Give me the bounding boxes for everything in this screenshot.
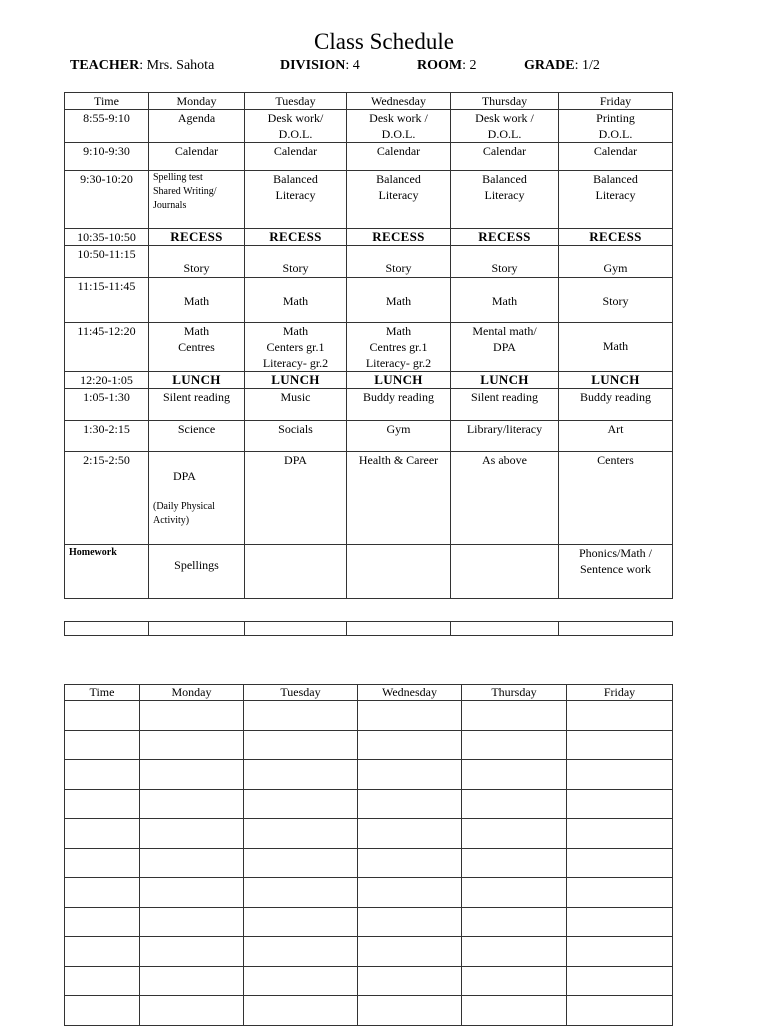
- header-cell: Monday: [149, 93, 245, 110]
- blank-cell: [140, 907, 244, 937]
- blank-cell: [65, 730, 140, 760]
- room-value: : 2: [462, 58, 477, 73]
- schedule-cell: Buddy reading: [559, 389, 673, 421]
- blank-cell: [567, 819, 673, 849]
- blank-cell: [140, 730, 244, 760]
- header-cell: Time: [65, 685, 140, 701]
- blank-cell: [244, 789, 358, 819]
- table-row: [65, 848, 673, 878]
- table-row: [65, 229, 673, 246]
- blank-cell: [244, 848, 358, 878]
- blank-cell: [358, 848, 462, 878]
- table-row: [65, 730, 673, 760]
- schedule-cell: Calendar: [149, 143, 245, 171]
- schedule-cell: Gym: [347, 421, 451, 452]
- schedule-cell: Centers: [559, 452, 673, 545]
- schedule-cell: Story: [245, 246, 347, 278]
- blank-cell: [567, 937, 673, 967]
- recess-cell: RECESS: [245, 229, 347, 246]
- lunch-cell: LUNCH: [245, 372, 347, 389]
- schedule-cell: Spelling test Shared Writing/ Journals: [149, 171, 245, 229]
- blank-cell: [65, 878, 140, 908]
- table-row: [65, 389, 673, 421]
- table-row: [65, 171, 673, 229]
- blank-cell: [559, 622, 673, 636]
- blank-cell: [140, 966, 244, 996]
- schedule-cell: Mental math/ DPA: [451, 323, 559, 372]
- blank-cell: [140, 819, 244, 849]
- time-cell: 9:30-10:20: [65, 171, 149, 229]
- schedule-cell: Calendar: [559, 143, 673, 171]
- blank-cell: [358, 996, 462, 1026]
- table-row: [65, 452, 673, 545]
- table-row: [65, 966, 673, 996]
- blank-cell: [140, 996, 244, 1026]
- schedule-cell: Balanced Literacy: [245, 171, 347, 229]
- blank-cell: [462, 996, 567, 1026]
- time-cell: 10:35-10:50: [65, 229, 149, 246]
- blank-cell: [65, 848, 140, 878]
- schedule-cell: Math: [347, 278, 451, 323]
- blank-cell: [462, 701, 567, 731]
- header-cell: Tuesday: [244, 685, 358, 701]
- table-row: [65, 110, 673, 143]
- blank-cell: [567, 730, 673, 760]
- teacher-label: TEACHER: [70, 58, 140, 73]
- schedule-cell: Desk work / D.O.L.: [347, 110, 451, 143]
- blank-cell: [567, 848, 673, 878]
- blank-cell: [65, 622, 149, 636]
- schedule-cell: Spellings: [149, 545, 245, 599]
- blank-cell: [140, 848, 244, 878]
- blank-cell: [244, 907, 358, 937]
- table-row: [65, 789, 673, 819]
- blank-cell: [567, 996, 673, 1026]
- time-cell: 9:10-9:30: [65, 143, 149, 171]
- lunch-cell: LUNCH: [347, 372, 451, 389]
- division-label: DIVISION: [280, 58, 346, 73]
- grade-label: GRADE: [524, 58, 575, 73]
- time-cell: 1:05-1:30: [65, 389, 149, 421]
- schedule-cell: Library/literacy: [451, 421, 559, 452]
- blank-cell: [358, 878, 462, 908]
- time-cell: 10:50-11:15: [65, 246, 149, 278]
- grade-field: [524, 57, 600, 75]
- blank-cell: [347, 622, 451, 636]
- schedule-cell: Desk work / D.O.L.: [451, 110, 559, 143]
- schedule-cell: Math: [451, 278, 559, 323]
- schedule-cell: Science: [149, 421, 245, 452]
- schedule-cell: Story: [347, 246, 451, 278]
- schedule-cell: Phonics/Math / Sentence work: [559, 545, 673, 599]
- blank-cell: [462, 789, 567, 819]
- schedule-cell: Art: [559, 421, 673, 452]
- division-value: : 4: [345, 58, 360, 73]
- blank-cell: [358, 760, 462, 790]
- table-row: [65, 323, 673, 372]
- schedule-cell: [451, 545, 559, 599]
- table-row: [65, 421, 673, 452]
- blank-cell: [244, 730, 358, 760]
- schedule-cell: Socials: [245, 421, 347, 452]
- blank-cell: [65, 789, 140, 819]
- blank-cell: [140, 937, 244, 967]
- schedule-cell: Story: [559, 278, 673, 323]
- schedule-cell: Silent reading: [149, 389, 245, 421]
- recess-cell: RECESS: [149, 229, 245, 246]
- grade-value: : 1/2: [574, 58, 600, 73]
- blank-cell: [358, 730, 462, 760]
- homework-label: Homework: [65, 545, 149, 599]
- homework-row: [65, 545, 673, 599]
- schedule-cell: Story: [149, 246, 245, 278]
- schedule-cell: Gym: [559, 246, 673, 278]
- blank-strip-table: [64, 621, 673, 636]
- header-cell: Tuesday: [245, 93, 347, 110]
- schedule-cell: As above: [451, 452, 559, 545]
- table-row: [65, 372, 673, 389]
- dpa-label: DPA: [173, 469, 196, 483]
- blank-cell: [462, 848, 567, 878]
- dpa-subtitle: (Daily Physical Activity): [153, 501, 215, 526]
- blank-cell: [245, 622, 347, 636]
- schedule-cell: [245, 545, 347, 599]
- schedule-cell: Math Centres: [149, 323, 245, 372]
- table-row: [65, 246, 673, 278]
- recess-cell: RECESS: [347, 229, 451, 246]
- schedule-cell: Math: [245, 278, 347, 323]
- blank-cell: [462, 937, 567, 967]
- header-row: [65, 93, 673, 110]
- blank-cell: [244, 966, 358, 996]
- time-cell: 8:55-9:10: [65, 110, 149, 143]
- table-row: [65, 996, 673, 1026]
- time-cell: 2:15-2:50: [65, 452, 149, 545]
- blank-cell: [244, 878, 358, 908]
- blank-cell: [358, 819, 462, 849]
- blank-cell: [358, 966, 462, 996]
- blank-cell: [358, 937, 462, 967]
- schedule-cell: Calendar: [451, 143, 559, 171]
- table-row: [65, 819, 673, 849]
- header-cell: Time: [65, 93, 149, 110]
- blank-cell: [65, 760, 140, 790]
- schedule-cell: Desk work/ D.O.L.: [245, 110, 347, 143]
- recess-cell: RECESS: [559, 229, 673, 246]
- table-row: [65, 907, 673, 937]
- blank-cell: [462, 966, 567, 996]
- blank-cell: [65, 819, 140, 849]
- blank-schedule-table: [64, 684, 673, 1026]
- blank-cell: [462, 878, 567, 908]
- table-row: [65, 701, 673, 731]
- schedule-cell: Health & Career: [347, 452, 451, 545]
- header-cell: Wednesday: [347, 93, 451, 110]
- room-field: [417, 57, 477, 75]
- blank-cell: [567, 966, 673, 996]
- blank-cell: [65, 996, 140, 1026]
- schedule-cell: Buddy reading: [347, 389, 451, 421]
- blank-cell: [567, 789, 673, 819]
- schedule-cell: Music: [245, 389, 347, 421]
- schedule-cell: Calendar: [347, 143, 451, 171]
- schedule-cell: Math Centres gr.1 Literacy- gr.2: [347, 323, 451, 372]
- header-cell: Friday: [567, 685, 673, 701]
- table-row: [65, 278, 673, 323]
- schedule-cell: Story: [451, 246, 559, 278]
- schedule-cell: [149, 452, 245, 545]
- blank-cell: [244, 819, 358, 849]
- header-cell: Thursday: [462, 685, 567, 701]
- blank-cell: [567, 878, 673, 908]
- header-cell: Monday: [140, 685, 244, 701]
- blank-cell: [462, 730, 567, 760]
- lunch-cell: LUNCH: [559, 372, 673, 389]
- table-row: [65, 760, 673, 790]
- schedule-cell: Math Centers gr.1 Literacy- gr.2: [245, 323, 347, 372]
- blank-cell: [567, 907, 673, 937]
- schedule-cell: Agenda: [149, 110, 245, 143]
- blank-cell: [462, 819, 567, 849]
- lunch-cell: LUNCH: [149, 372, 245, 389]
- blank-cell: [567, 760, 673, 790]
- blank-cell: [462, 760, 567, 790]
- blank-cell: [358, 789, 462, 819]
- time-cell: 1:30-2:15: [65, 421, 149, 452]
- page-title: Class Schedule: [314, 29, 454, 54]
- recess-cell: RECESS: [451, 229, 559, 246]
- blank-cell: [65, 907, 140, 937]
- blank-cell: [462, 907, 567, 937]
- blank-cell: [244, 996, 358, 1026]
- table-row: [65, 878, 673, 908]
- blank-cell: [149, 622, 245, 636]
- schedule-cell: Math: [559, 323, 673, 372]
- blank-cell: [358, 907, 462, 937]
- teacher-field: [70, 57, 214, 75]
- schedule-cell: [347, 545, 451, 599]
- schedule-cell: Silent reading: [451, 389, 559, 421]
- room-label: ROOM: [417, 58, 463, 73]
- header-cell: Wednesday: [358, 685, 462, 701]
- blank-cell: [567, 701, 673, 731]
- blank-cell: [451, 622, 559, 636]
- schedule-cell: Balanced Literacy: [559, 171, 673, 229]
- blank-cell: [65, 966, 140, 996]
- schedule-cell: Calendar: [245, 143, 347, 171]
- header-row: [65, 685, 673, 701]
- time-cell: 11:15-11:45: [65, 278, 149, 323]
- table-row: [65, 937, 673, 967]
- table-row: [65, 622, 673, 636]
- blank-cell: [140, 701, 244, 731]
- schedule-cell: Balanced Literacy: [451, 171, 559, 229]
- schedule-table: [64, 92, 673, 599]
- lunch-cell: LUNCH: [451, 372, 559, 389]
- blank-cell: [244, 937, 358, 967]
- header-cell: Friday: [559, 93, 673, 110]
- blank-cell: [140, 760, 244, 790]
- schedule-cell: Balanced Literacy: [347, 171, 451, 229]
- blank-cell: [65, 937, 140, 967]
- division-field: [280, 57, 360, 75]
- schedule-cell: Math: [149, 278, 245, 323]
- teacher-value: : Mrs. Sahota: [139, 58, 215, 73]
- header-cell: Thursday: [451, 93, 559, 110]
- time-cell: 11:45-12:20: [65, 323, 149, 372]
- time-cell: 12:20-1:05: [65, 372, 149, 389]
- blank-cell: [140, 789, 244, 819]
- schedule-cell: Printing D.O.L.: [559, 110, 673, 143]
- schedule-cell: DPA: [245, 452, 347, 545]
- blank-cell: [358, 701, 462, 731]
- blank-cell: [244, 760, 358, 790]
- table-row: [65, 143, 673, 171]
- blank-cell: [65, 701, 140, 731]
- blank-cell: [244, 701, 358, 731]
- blank-cell: [140, 878, 244, 908]
